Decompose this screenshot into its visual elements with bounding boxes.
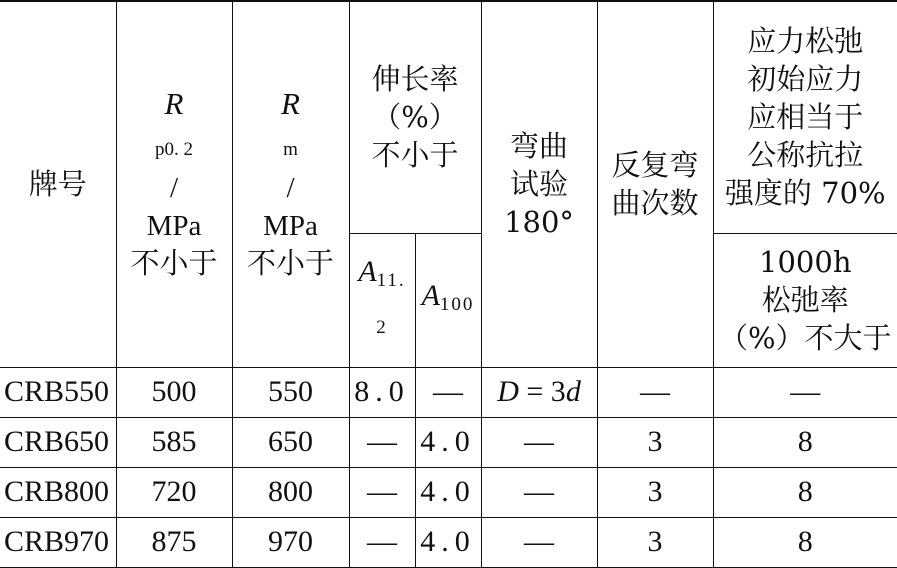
bend-cell <box>481 467 597 517</box>
relax-rate-line1: 1000h <box>759 245 852 279</box>
header-row-top <box>0 1 897 233</box>
table-row <box>0 367 897 417</box>
grade-cell: CRB800 <box>0 467 116 517</box>
grade-header-label: 牌号 <box>28 167 87 202</box>
table-row <box>0 517 897 567</box>
repeat-cell: 3 <box>597 417 713 467</box>
bend-line1: 弯曲 <box>510 129 569 164</box>
relax-line5: 强度的 70% <box>724 176 886 211</box>
bend-eq: = 3 <box>518 375 566 408</box>
relax-line2: 初始应力 <box>747 62 864 97</box>
rm-cell: 970 <box>232 517 349 567</box>
elongation-line1: 伸长率 <box>371 62 459 97</box>
bend-header <box>481 1 597 367</box>
a100-cell: 4.0 <box>415 517 481 567</box>
bend-cell <box>481 367 597 417</box>
repeat-cell: 3 <box>597 467 713 517</box>
elongation-line2: （%） <box>372 100 458 135</box>
bend-d2: d <box>565 375 581 408</box>
a11-cell: 8.0 <box>349 367 415 417</box>
relax-line1: 应力松弛 <box>747 24 864 59</box>
rp-cell: 720 <box>116 467 232 517</box>
rm-subscript: m <box>283 139 298 161</box>
relax-cell: 8 <box>713 417 897 467</box>
relax-rate-line2: 松弛率 <box>761 283 849 317</box>
a100-header <box>415 233 481 367</box>
grade-header <box>0 1 116 367</box>
repeat-bend-line1: 反复弯 <box>611 148 699 183</box>
relax-rate-header <box>713 233 897 367</box>
a100-cell: — <box>415 367 481 417</box>
a100-symbol: A <box>421 278 440 312</box>
rm-cell: 550 <box>232 367 349 417</box>
rm-cell: 650 <box>232 417 349 467</box>
rp-symbol: R <box>164 86 184 122</box>
relax-cell: 8 <box>713 467 897 517</box>
elongation-line3: 不小于 <box>371 138 459 173</box>
rm-slash: / <box>286 172 295 205</box>
repeat-cell: 3 <box>597 517 713 567</box>
grade-cell: CRB650 <box>0 417 116 467</box>
relax-cell: 8 <box>713 517 897 567</box>
a100-cell: 4.0 <box>415 467 481 517</box>
rm-cell: 800 <box>232 467 349 517</box>
rp-subscript: p0. 2 <box>155 139 193 161</box>
repeat-cell: — <box>597 367 713 417</box>
a11-header <box>349 233 415 367</box>
grade-cell: CRB970 <box>0 517 116 567</box>
rp-cell: 585 <box>116 417 232 467</box>
a11-subscript: 11. 2 <box>376 270 406 338</box>
rm-symbol: R <box>281 86 300 122</box>
rp-cell: 500 <box>116 367 232 417</box>
rm-header <box>232 1 349 367</box>
bend-cell <box>481 417 597 467</box>
relax-line4: 公称抗拉 <box>747 138 864 173</box>
relax-cell: — <box>713 367 897 417</box>
grade-cell: CRB550 <box>0 367 116 417</box>
rp-cell: 875 <box>116 517 232 567</box>
rp-unit: MPa <box>146 210 202 243</box>
a100-cell: 4.0 <box>415 417 481 467</box>
a11-cell: — <box>349 517 415 567</box>
bend-line3: 180° <box>504 205 574 240</box>
elongation-header <box>349 1 481 233</box>
table-row <box>0 417 897 467</box>
rm-limit: 不小于 <box>246 248 334 281</box>
bend-d: D <box>497 375 519 408</box>
relax-header <box>713 1 897 233</box>
a100-subscript: 100 <box>439 293 475 315</box>
rm-unit: MPa <box>263 210 318 243</box>
relax-line3: 应相当于 <box>747 100 864 135</box>
bend-eq: — <box>524 525 555 558</box>
a11-cell: — <box>349 467 415 517</box>
table-row <box>0 467 897 517</box>
relax-rate-line3: （%）不大于 <box>718 321 892 355</box>
rp-slash: / <box>169 172 179 205</box>
bend-eq: — <box>524 475 555 508</box>
bend-eq: — <box>524 425 555 458</box>
a11-cell: — <box>349 417 415 467</box>
repeat-bend-line2: 曲次数 <box>611 186 699 221</box>
rp-limit: 不小于 <box>130 248 218 281</box>
repeat-bend-header <box>597 1 713 367</box>
bend-line2: 试验 <box>510 167 569 202</box>
bend-cell <box>481 517 597 567</box>
rp-header <box>116 1 232 367</box>
a11-symbol: A <box>358 255 377 288</box>
